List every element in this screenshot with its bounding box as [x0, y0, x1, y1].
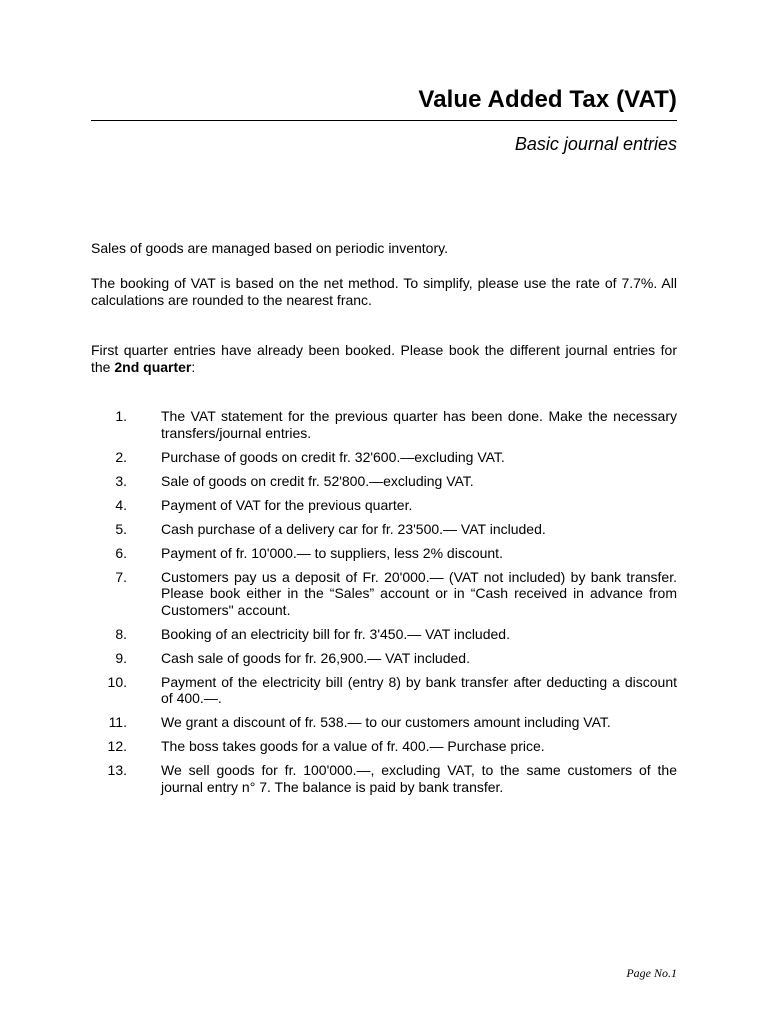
list-item [91, 521, 677, 538]
item-number: 8. [115, 625, 127, 642]
item-text: Purchase of goods on credit fr. 32'600.—excluding VAT. [161, 448, 505, 465]
instructions-text: First quarter entries have already been booked. Please book the different journal entries for the [91, 342, 677, 375]
item-text: We grant a discount of fr. 538.— to our customers amount including VAT. [161, 714, 611, 730]
list-item [91, 762, 677, 795]
instructions-colon: : [191, 358, 196, 375]
item-number: 7. [115, 568, 127, 585]
intro-paragraph-vat-method: The booking of VAT is based on the net method. To simplify, please use the rate of 7.7%. All calculations are rounded to the nearest franc. [91, 275, 677, 308]
item-number: 2. [115, 448, 127, 465]
item-number: 11. [108, 714, 127, 730]
intro-paragraph-instructions [91, 342, 677, 375]
item-text: Payment of fr. 10'000.— to suppliers, less 2% discount. [161, 544, 503, 561]
item-number: 6. [115, 544, 127, 561]
item-number: 3. [115, 472, 127, 489]
list-item [91, 674, 677, 707]
list-item [91, 408, 677, 441]
document-subtitle: Basic journal entries [514, 134, 677, 154]
list-item [91, 449, 677, 466]
item-number: 1. [115, 408, 127, 424]
page-number: Page No.1 [626, 966, 677, 980]
list-item [91, 738, 677, 755]
list-item [91, 473, 677, 490]
item-text: The VAT statement for the previous quarter has been done. Make the necessary transfers/journal entries. [161, 408, 677, 441]
item-number: 9. [115, 649, 127, 666]
item-text: Cash sale of goods for fr. 26,900.— VAT included. [161, 649, 470, 666]
list-item [91, 545, 677, 562]
item-text: Sale of goods on credit fr. 52'800.—excluding VAT. [161, 472, 474, 489]
item-number: 12. [107, 738, 127, 754]
item-text: Customers pay us a deposit of Fr. 20'000.— (VAT not included) by bank transfer. Please book either in the “Sales” account or in “Cash received in advance from Customers" account. [161, 568, 677, 618]
document-title: Value Added Tax (VAT) [418, 86, 677, 113]
journal-entries-list [91, 408, 677, 803]
item-text: Cash purchase of a delivery car for fr. 23'500.— VAT included. [161, 520, 546, 537]
list-item [91, 626, 677, 643]
list-item [91, 714, 677, 731]
item-text: Booking of an electricity bill for fr. 3'450.— VAT included. [161, 625, 510, 642]
list-item [91, 569, 677, 619]
quarter-emphasis: 2nd quarter [114, 358, 192, 375]
item-number: 10. [107, 673, 127, 690]
item-number: 13. [107, 762, 127, 778]
item-text: Payment of the electricity bill (entry 8) by bank transfer after deducting a discount of 400.—. [161, 673, 677, 706]
list-item [91, 497, 677, 514]
item-number: 4. [115, 496, 127, 513]
item-text: Payment of VAT for the previous quarter. [161, 496, 413, 513]
title-divider [91, 120, 677, 121]
item-text: We sell goods for fr. 100'000.—, excluding VAT, to the same customers of the journal entry n° 7. The balance is paid by bank transfer. [161, 762, 677, 795]
intro-paragraph-inventory: Sales of goods are managed based on periodic inventory. [91, 240, 448, 256]
item-text: The boss takes goods for a value of fr. 400.— Purchase price. [161, 738, 545, 754]
list-item [91, 650, 677, 667]
item-number: 5. [115, 520, 127, 537]
